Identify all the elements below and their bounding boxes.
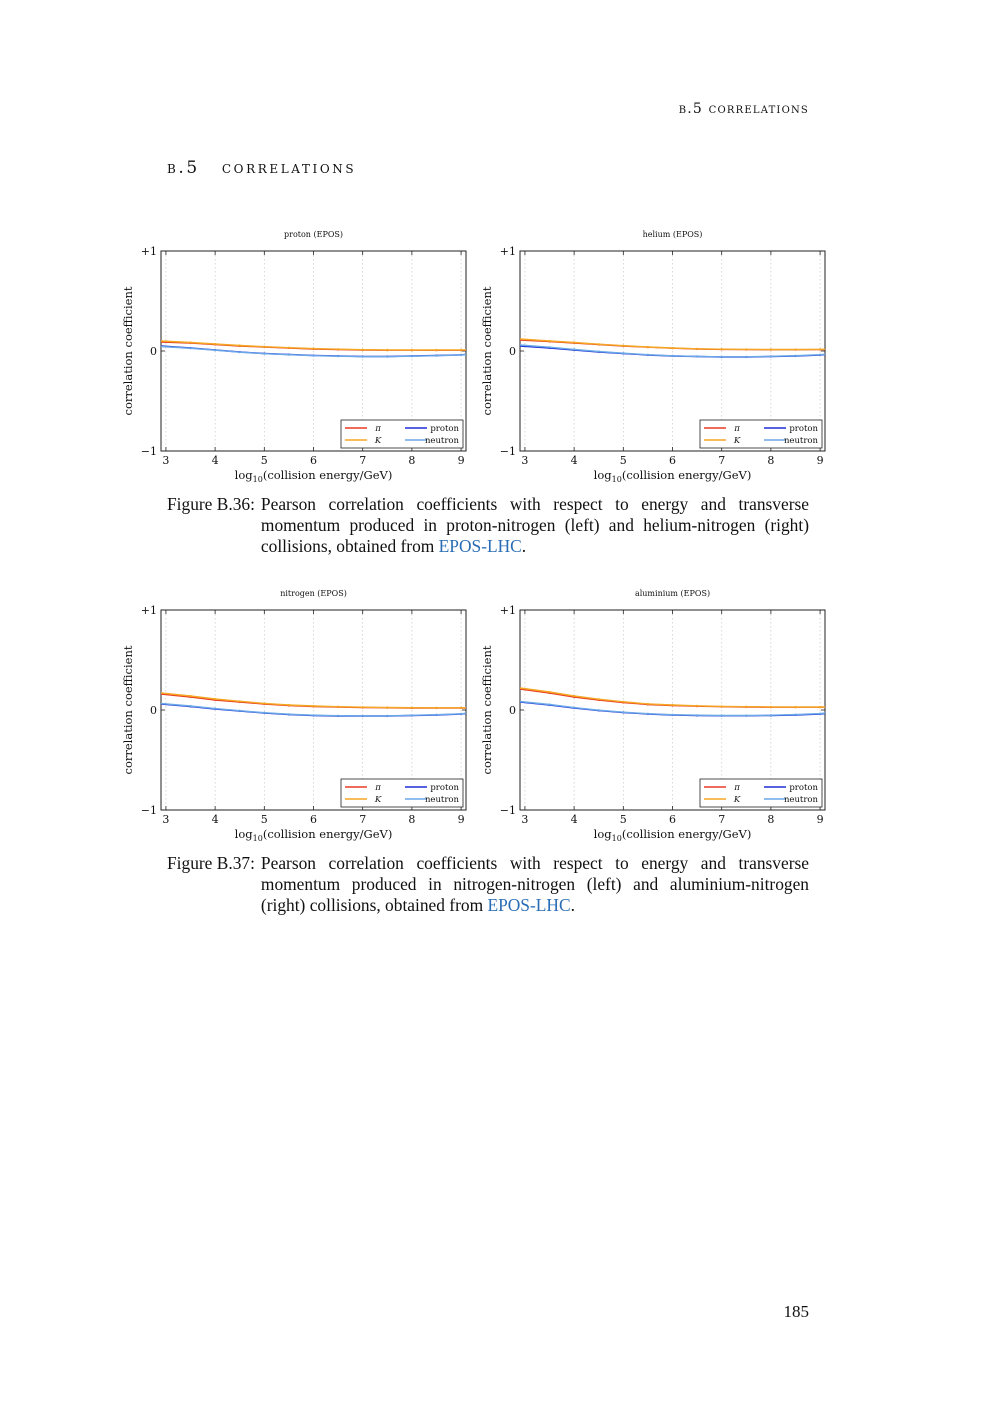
x-tick-label: 3 <box>162 454 170 467</box>
figure-b36-text <box>261 494 809 557</box>
y-tick-label: 0 <box>150 345 157 358</box>
x-tick-label: 8 <box>408 813 416 826</box>
data-point-K <box>460 707 462 709</box>
data-point-neutron <box>312 714 314 716</box>
x-tick-label: 5 <box>260 813 268 826</box>
legend-label-proton: proton <box>789 424 818 434</box>
data-point-K <box>214 343 216 345</box>
data-point-K <box>573 341 575 343</box>
data-point-K <box>362 706 364 708</box>
chart-helium <box>480 230 825 484</box>
page-number: 185 <box>783 1302 809 1321</box>
data-point-K <box>794 706 796 708</box>
x-tick-label: 6 <box>669 813 676 826</box>
data-point-neutron <box>745 356 747 358</box>
chart-title: aluminium (EPOS) <box>634 589 711 598</box>
data-point-K <box>288 347 290 349</box>
x-tick-label: 9 <box>457 454 465 467</box>
data-point-K <box>745 706 747 708</box>
data-point-K <box>548 691 550 693</box>
data-point-K <box>411 707 413 709</box>
x-axis-label-sub: 10 <box>252 834 263 843</box>
data-point-K <box>696 348 698 350</box>
data-point-K <box>548 340 550 342</box>
data-point-neutron <box>671 714 673 716</box>
y-axis-label: correlation coefficient <box>480 286 494 416</box>
data-point-neutron <box>239 351 241 353</box>
data-point-neutron <box>794 355 796 357</box>
x-axis-label-base: log <box>234 468 253 482</box>
x-axis-label-base: log <box>593 827 612 841</box>
data-point-K <box>460 349 462 351</box>
data-point-K <box>411 349 413 351</box>
data-point-K <box>239 700 241 702</box>
epos-lhc-link[interactable]: EPOS-LHC <box>438 536 522 556</box>
data-point-neutron <box>721 714 723 716</box>
x-tick-label: 5 <box>619 813 627 826</box>
data-point-neutron <box>573 348 575 350</box>
data-point-K <box>598 698 600 700</box>
x-tick-label: 6 <box>669 454 676 467</box>
y-tick-label: 0 <box>509 704 516 717</box>
x-axis-label-sub: 10 <box>611 834 622 843</box>
y-tick-label: +1 <box>499 245 516 258</box>
data-point-neutron <box>362 715 364 717</box>
figure-b37-text <box>261 853 809 916</box>
data-point-K <box>435 349 437 351</box>
data-point-neutron <box>386 356 388 358</box>
legend-label-K: K <box>733 795 741 805</box>
legend-label-neutron: neutron <box>783 795 818 805</box>
x-tick-label: 4 <box>211 813 219 826</box>
data-point-K <box>721 705 723 707</box>
legend-label-K: K <box>374 436 382 446</box>
data-point-neutron <box>239 710 241 712</box>
data-point-neutron <box>435 355 437 357</box>
data-point-K <box>671 347 673 349</box>
x-tick-label: 4 <box>570 813 578 826</box>
running-header: b.5 correlations <box>678 101 809 117</box>
x-axis-label-rest: (collision energy/GeV) <box>621 827 752 841</box>
y-tick-label: −1 <box>499 445 516 458</box>
x-tick-label: 7 <box>718 813 726 826</box>
epos-lhc-link[interactable]: EPOS-LHC <box>487 895 571 915</box>
legend-label-pi: π <box>734 783 740 793</box>
x-axis-label-sub: 10 <box>611 475 622 484</box>
data-point-neutron <box>598 709 600 711</box>
data-point-K <box>435 707 437 709</box>
y-axis-label: correlation coefficient <box>480 645 494 775</box>
figure-b36-label: Figure B.36: <box>167 494 255 514</box>
data-point-neutron <box>288 713 290 715</box>
x-tick-label: 4 <box>570 454 578 467</box>
y-tick-label: −1 <box>140 804 157 817</box>
legend-label-neutron: neutron <box>424 436 459 446</box>
data-point-K <box>622 701 624 703</box>
chart-aluminium <box>480 589 825 843</box>
x-tick-label: 6 <box>310 813 317 826</box>
data-point-K <box>819 706 821 708</box>
x-tick-label: 8 <box>767 454 775 467</box>
data-point-neutron <box>598 350 600 352</box>
x-tick-label: 6 <box>310 454 317 467</box>
data-point-neutron <box>573 707 575 709</box>
data-point-neutron <box>745 714 747 716</box>
chart-nitrogen <box>121 589 466 843</box>
legend-label-neutron: neutron <box>783 436 818 446</box>
data-point-K <box>263 346 265 348</box>
data-point-K <box>598 343 600 345</box>
data-point-neutron <box>214 708 216 710</box>
y-tick-label: −1 <box>140 445 157 458</box>
x-axis-label-base: log <box>593 468 612 482</box>
figure-b37-caption <box>167 853 809 916</box>
x-tick-label: 8 <box>767 813 775 826</box>
figure-b37-text-body: Pearson correlation coefficients with respect to energy and transverse momentum produced in nitrogen-nitrogen (left) and aluminium-nitrogen (right) collisions, obtained from <box>260 853 809 915</box>
data-point-neutron <box>548 346 550 348</box>
data-point-K <box>189 341 191 343</box>
data-point-neutron <box>647 713 649 715</box>
data-point-K <box>696 705 698 707</box>
data-point-neutron <box>312 355 314 357</box>
chart-proton <box>121 230 466 484</box>
data-point-neutron <box>263 353 265 355</box>
figure-b36-caption <box>167 494 809 557</box>
data-point-K <box>721 348 723 350</box>
legend-label-proton: proton <box>430 424 459 434</box>
data-point-K <box>337 706 339 708</box>
data-point-neutron <box>263 712 265 714</box>
data-point-K <box>312 348 314 350</box>
data-point-K <box>770 706 772 708</box>
legend-label-proton: proton <box>430 783 459 793</box>
data-point-neutron <box>794 714 796 716</box>
data-point-K <box>622 345 624 347</box>
x-tick-label: 7 <box>718 454 726 467</box>
data-point-neutron <box>696 355 698 357</box>
data-point-neutron <box>460 354 462 356</box>
data-point-K <box>362 349 364 351</box>
x-tick-label: 9 <box>816 454 824 467</box>
section-title: correlations <box>221 158 357 178</box>
data-point-neutron <box>770 355 772 357</box>
x-axis-label <box>594 468 752 484</box>
figure-b37-plots <box>0 579 1000 849</box>
section-number: b.5 <box>167 158 200 178</box>
data-point-neutron <box>819 713 821 715</box>
data-point-neutron <box>411 355 413 357</box>
legend-label-K: K <box>374 795 382 805</box>
data-point-K <box>671 704 673 706</box>
x-tick-label: 7 <box>359 454 367 467</box>
y-tick-label: +1 <box>140 245 157 258</box>
data-point-K <box>745 348 747 350</box>
data-point-K <box>794 348 796 350</box>
y-tick-label: +1 <box>140 604 157 617</box>
y-axis-label: correlation coefficient <box>121 645 135 775</box>
data-point-K <box>214 698 216 700</box>
figure-b36-text-body: Pearson correlation coefficients with respect to energy and transverse momentum produced in proton-nitrogen (left) and helium-nitrogen (right) collisions, obtained from <box>260 494 809 556</box>
data-point-neutron <box>337 355 339 357</box>
data-point-neutron <box>721 356 723 358</box>
data-point-K <box>819 348 821 350</box>
data-point-neutron <box>288 354 290 356</box>
x-tick-label: 3 <box>521 454 529 467</box>
legend-label-pi: π <box>734 424 740 434</box>
data-point-neutron <box>647 354 649 356</box>
x-axis-label-sub: 10 <box>252 475 263 484</box>
x-tick-label: 9 <box>457 813 465 826</box>
data-point-neutron <box>386 715 388 717</box>
x-tick-label: 3 <box>162 813 170 826</box>
data-point-neutron <box>622 711 624 713</box>
data-point-neutron <box>696 714 698 716</box>
data-point-neutron <box>435 714 437 716</box>
data-point-neutron <box>337 715 339 717</box>
x-tick-label: 4 <box>211 454 219 467</box>
chart-title: nitrogen (EPOS) <box>280 589 347 598</box>
chart-title: helium (EPOS) <box>642 230 703 239</box>
data-point-neutron <box>819 354 821 356</box>
legend-label-pi: π <box>375 783 381 793</box>
data-point-neutron <box>770 714 772 716</box>
x-tick-label: 5 <box>260 454 268 467</box>
x-tick-label: 3 <box>521 813 529 826</box>
figure-b36-plots <box>0 220 1000 490</box>
x-axis-label-rest: (collision energy/GeV) <box>262 468 393 482</box>
chart-title: proton (EPOS) <box>284 230 343 239</box>
data-point-neutron <box>362 356 364 358</box>
x-tick-label: 5 <box>619 454 627 467</box>
x-tick-label: 9 <box>816 813 824 826</box>
data-point-K <box>312 705 314 707</box>
x-axis-label-rest: (collision energy/GeV) <box>262 827 393 841</box>
data-point-K <box>189 695 191 697</box>
y-tick-label: 0 <box>150 704 157 717</box>
y-tick-label: +1 <box>499 604 516 617</box>
legend-label-proton: proton <box>789 783 818 793</box>
section-heading <box>167 158 356 178</box>
data-point-K <box>647 703 649 705</box>
data-point-neutron <box>189 705 191 707</box>
data-point-K <box>337 348 339 350</box>
y-tick-label: 0 <box>509 345 516 358</box>
data-point-K <box>770 348 772 350</box>
data-point-neutron <box>622 352 624 354</box>
legend-label-neutron: neutron <box>424 795 459 805</box>
data-point-neutron <box>214 349 216 351</box>
data-point-K <box>386 706 388 708</box>
x-axis-label-rest: (collision energy/GeV) <box>621 468 752 482</box>
x-tick-label: 7 <box>359 813 367 826</box>
data-point-neutron <box>411 714 413 716</box>
x-axis-label <box>235 827 393 843</box>
data-point-K <box>386 349 388 351</box>
x-axis-label-base: log <box>234 827 253 841</box>
data-point-K <box>288 704 290 706</box>
data-point-K <box>239 344 241 346</box>
series-line-neutron <box>520 702 825 716</box>
x-tick-label: 8 <box>408 454 416 467</box>
legend-label-pi: π <box>375 424 381 434</box>
data-point-neutron <box>460 713 462 715</box>
x-axis-label <box>594 827 752 843</box>
y-axis-label: correlation coefficient <box>121 286 135 416</box>
y-tick-label: −1 <box>499 804 516 817</box>
data-point-neutron <box>189 347 191 349</box>
figure-b37-text-end: . <box>570 895 575 915</box>
figure-b37-label: Figure B.37: <box>167 853 255 873</box>
data-point-K <box>573 695 575 697</box>
legend-label-K: K <box>733 436 741 446</box>
figure-b36-text-end: . <box>521 536 527 556</box>
x-axis-label <box>235 468 393 484</box>
data-point-K <box>647 346 649 348</box>
data-point-neutron <box>671 355 673 357</box>
data-point-K <box>263 702 265 704</box>
data-point-neutron <box>548 703 550 705</box>
